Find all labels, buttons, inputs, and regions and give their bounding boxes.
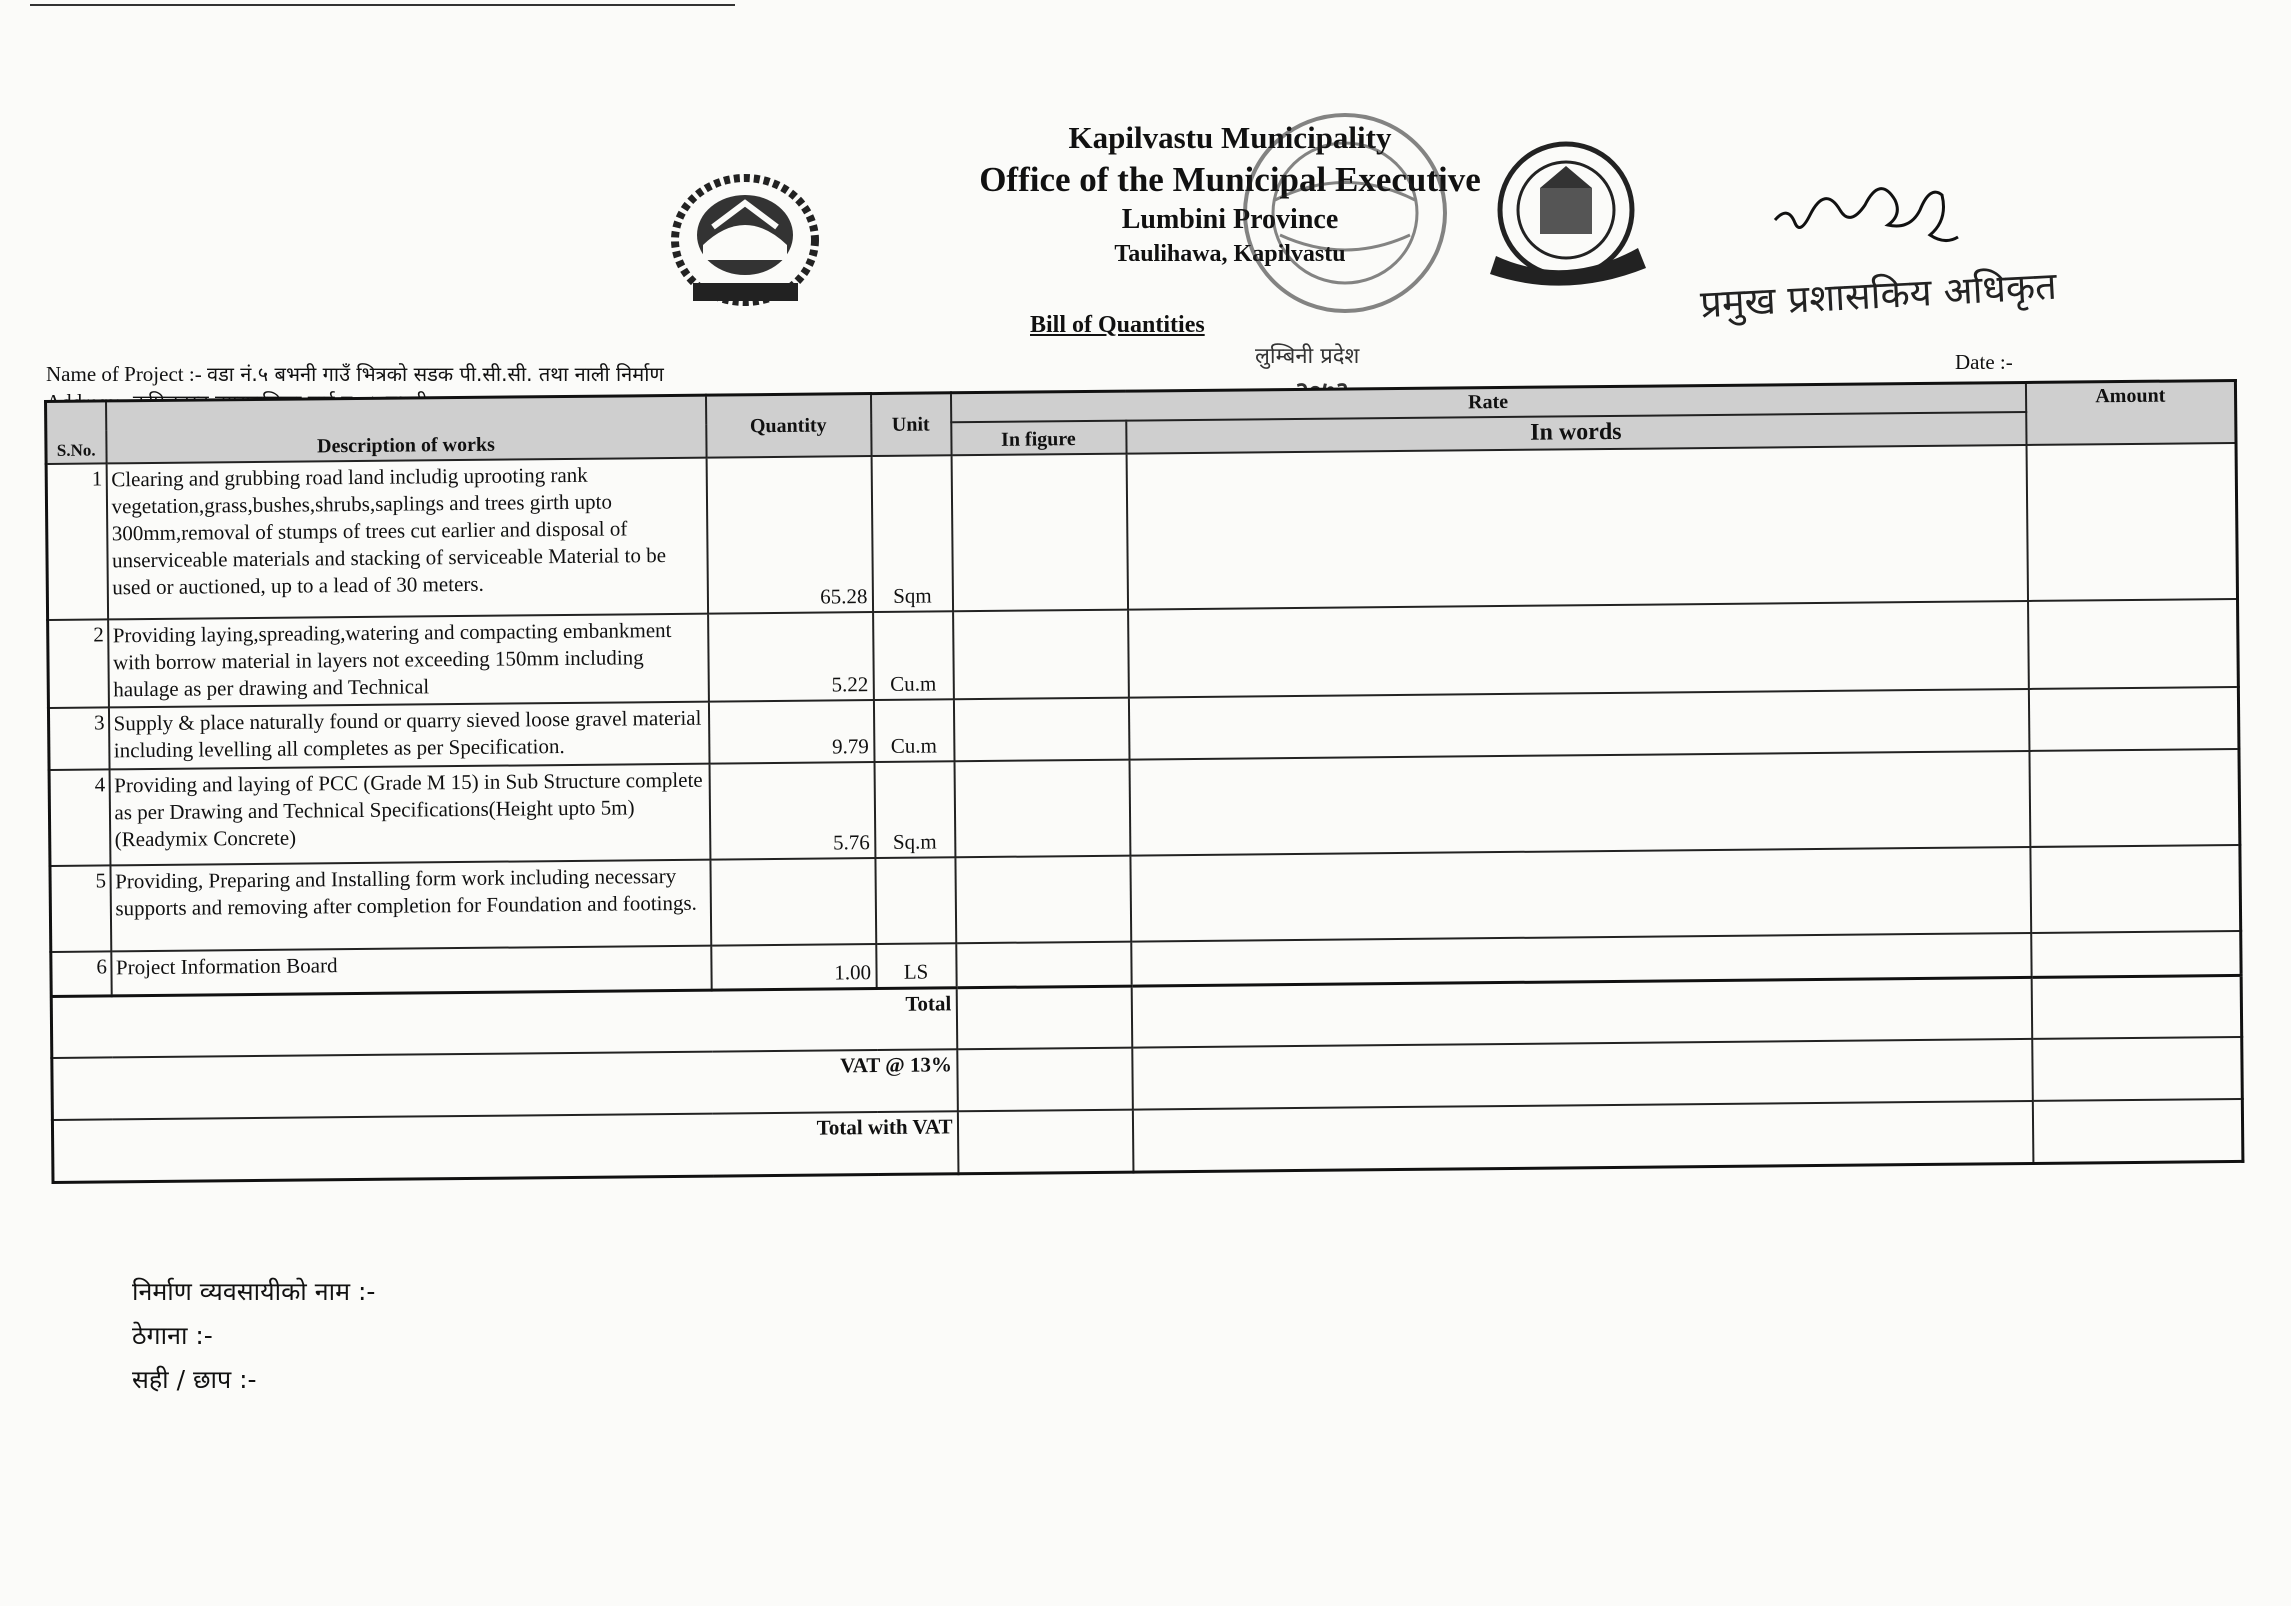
row-rate-words	[1130, 847, 2031, 942]
row-amount	[2029, 749, 2240, 847]
total-words	[1131, 977, 2032, 1048]
municipality-name: Kapilvastu Municipality	[1068, 120, 1392, 155]
total-with-vat-figure	[957, 1110, 1133, 1174]
row-rate-words	[1128, 689, 2029, 760]
signature-stamp-label: सही / छाप :-	[132, 1365, 257, 1394]
total-with-vat-label: Total with VAT	[52, 1111, 958, 1182]
row-rate-figure	[951, 454, 1127, 612]
row-description: Supply & place naturally found or quarry sieved loose gravel material including levelling all completes as per Specification.	[108, 702, 709, 770]
col-unit: Unit	[870, 393, 951, 456]
office-name: Office of the Municipal Executive	[979, 160, 1481, 199]
contractor-address-label: ठेगाना :-	[132, 1321, 213, 1350]
col-sno: S.No.	[46, 401, 107, 464]
table-row	[46, 443, 2237, 620]
row-sno: 5	[50, 865, 111, 952]
row-unit: LS	[876, 943, 956, 988]
row-sno: 4	[49, 769, 110, 866]
total-label: Total	[51, 987, 957, 1058]
project-name-value: वडा नं.५ बभनी गाउँ भित्रको सडक पी.सी.सी. तथा नाली निर्माण	[206, 362, 664, 386]
boq-table-wrapper	[44, 379, 2244, 1184]
boq-table	[44, 379, 2244, 1184]
row-unit: Cu.m	[873, 611, 954, 700]
col-rate: Rate	[950, 382, 2025, 422]
row-description: Providing laying,spreading,watering and compacting embankment with borrow material in layers not exceeding 150mm including haulage as per drawing and Technical	[108, 614, 709, 708]
row-rate-figure	[953, 610, 1129, 700]
province-name: Lumbini Province	[1121, 204, 1339, 235]
row-amount	[2028, 599, 2239, 689]
row-rate-figure	[953, 698, 1129, 762]
total-with-vat-amount	[2032, 1099, 2243, 1163]
row-sno: 6	[51, 951, 111, 996]
row-rate-words	[1126, 445, 2027, 610]
row-amount	[2031, 931, 2241, 977]
contractor-name-label: निर्माण व्यवसायीको नाम :-	[132, 1277, 376, 1306]
row-description: Providing, Preparing and Installing form work including necessary supports and removing after completion for Foundation and footings.	[110, 860, 711, 952]
stamp-place: लुम्बिनी प्रदेश	[1255, 344, 1360, 369]
total-with-vat-words	[1132, 1101, 2033, 1172]
row-sno: 3	[48, 707, 109, 770]
col-rate-words: In words	[1126, 412, 2026, 454]
contractor-footer	[132, 1270, 375, 1402]
col-rate-figure: In figure	[951, 421, 1126, 456]
row-sno: 2	[48, 619, 109, 708]
row-quantity: 9.79	[708, 700, 874, 764]
office-stamp-icon	[1235, 105, 1455, 320]
row-quantity: 1.00	[711, 944, 876, 990]
vat-figure	[957, 1048, 1133, 1112]
total-figure	[956, 986, 1132, 1050]
office-address: Taulihawa, Kapilvastu	[1114, 241, 1346, 267]
row-quantity: 5.76	[709, 762, 875, 860]
row-rate-figure	[954, 760, 1130, 858]
row-description: Clearing and grubbing road land includig uprooting rank vegetation,grass,bushes,shrubs,saplings and trees girth upto 300mm,removal of stumps of trees cut earlier and disposal of unserviceable materials and stacking of serviceable Material to be used or auctioned, up to a lead of 30 meters.	[106, 458, 707, 620]
vat-words	[1132, 1039, 2033, 1110]
row-quantity	[710, 858, 876, 946]
top-rule	[30, 4, 735, 6]
row-rate-words	[1129, 751, 2030, 856]
row-unit: Sqm	[871, 455, 952, 612]
document-title: Bill of Quantities	[1030, 312, 1205, 338]
officer-title: प्रमुख प्रशासकिय अधिकृत	[1699, 263, 2058, 327]
total-amount	[2031, 975, 2242, 1039]
col-amount: Amount	[2025, 380, 2236, 445]
municipality-seal-icon	[1488, 128, 1658, 298]
row-unit	[875, 857, 956, 944]
row-rate-figure	[955, 856, 1131, 944]
date-label: Date :-	[1955, 350, 2013, 374]
row-sno: 1	[46, 463, 107, 620]
row-description: Providing and laying of PCC (Grade M 15) in Sub Structure complete as per Drawing and Technical Specifications(Height upto 5m)(Readymix Concrete)	[109, 764, 710, 866]
vat-label: VAT @ 13%	[52, 1049, 958, 1120]
row-amount	[2026, 443, 2237, 601]
col-quantity: Quantity	[705, 394, 871, 458]
row-quantity: 65.28	[706, 456, 872, 614]
row-amount	[2030, 845, 2241, 933]
nepal-emblem-icon	[663, 165, 828, 315]
row-description: Project Information Board	[111, 946, 711, 996]
row-rate-words	[1128, 601, 2029, 698]
row-unit: Cu.m	[873, 699, 954, 762]
signature-icon	[1770, 165, 1960, 255]
row-amount	[2028, 687, 2239, 751]
col-description: Description of works	[106, 395, 707, 463]
project-name-label: Name of Project :-	[46, 362, 202, 386]
vat-amount	[2032, 1037, 2243, 1101]
row-rate-figure	[956, 942, 1131, 988]
row-quantity: 5.22	[708, 612, 874, 702]
row-unit: Sq.m	[874, 761, 955, 858]
